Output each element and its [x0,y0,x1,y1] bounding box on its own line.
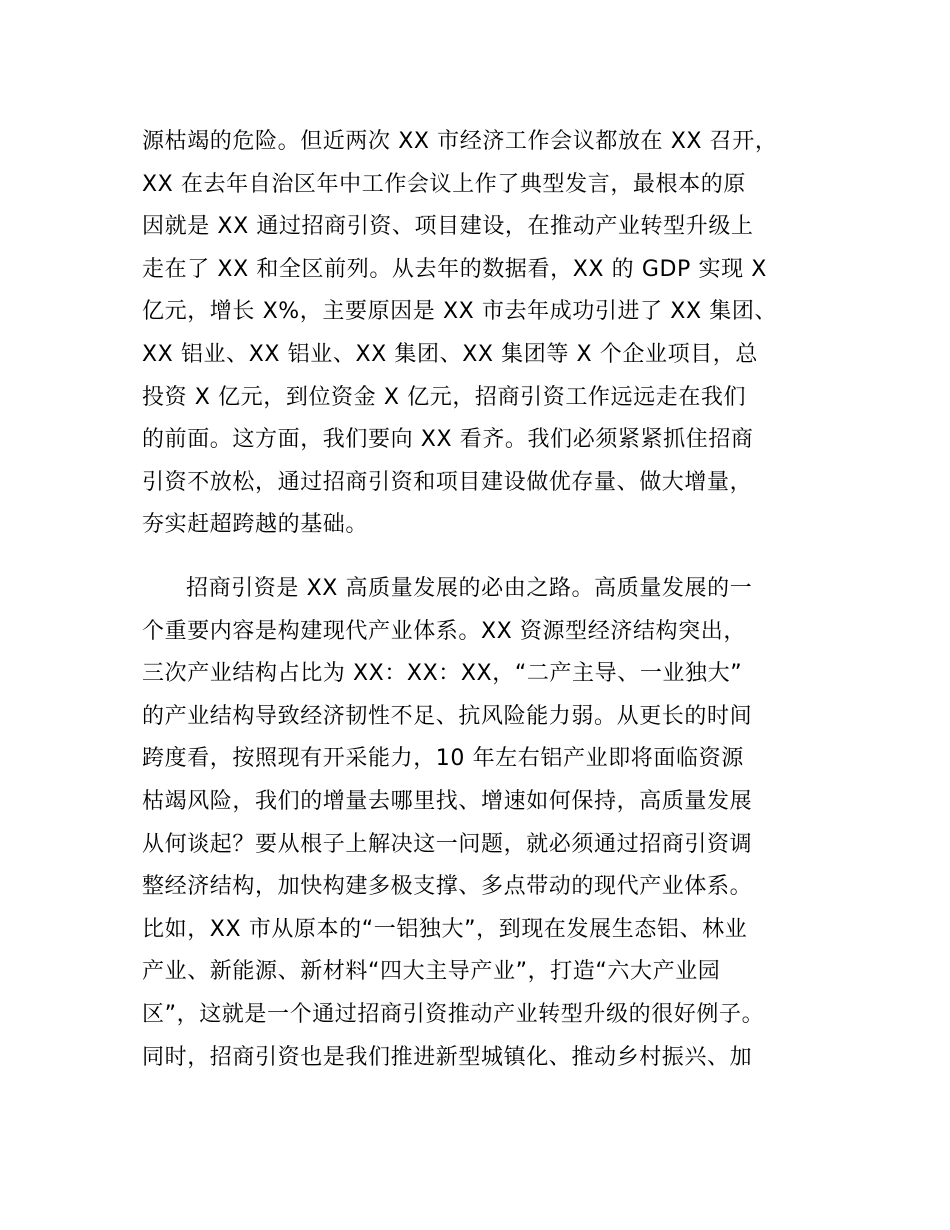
text-line: 跨度看，按照现有开采能力，10 年左右铝产业即将面临资源 [142,746,744,772]
text-line: 投资 X 亿元，到位资金 X 亿元，招商引资工作远远走在我们 [142,384,747,410]
text-line: 整经济结构，加快构建多极支撑、多点带动的现代产业体系。 [142,874,753,900]
text-line: 同时，招商引资也是我们推进新型城镇化、推动乡村振兴、加 [142,1044,753,1070]
text-line: XX 在去年自治区年中工作会议上作了典型发言，最根本的原 [142,171,746,197]
text-line: 引资不放松，通过招商引资和项目建设做优存量、做大增量， [142,469,753,495]
text-line: 产业、新能源、新材料“四大主导产业”，打造“六大产业园 [142,959,721,985]
text-line: 夯实赶超跨越的基础。 [142,512,369,538]
text-line: 枯竭风险，我们的增量去哪里找、增速如何保持，高质量发展 [142,788,753,814]
text-line: 走在了 XX 和全区前列。从去年的数据看，XX 的 GDP 实现 X [142,256,767,282]
text-line: 比如，XX 市从原本的“一铝独大”，到现在发展生态铝、林业 [142,916,748,942]
text-line: 源枯竭的危险。但近两次 XX 市经济工作会议都放在 XX 召开， [142,129,778,154]
text-line: 因就是 XX 通过招商引资、项目建设，在推动产业转型升级上 [142,214,754,240]
text-line: 招商引资是 XX 高质量发展的必由之路。高质量发展的一 [186,576,753,601]
paragraph-1 [142,121,842,547]
text-line: 个重要内容是构建现代产业体系。XX 资源型经济结构突出， [142,618,746,644]
text-line: 区”，这就是一个通过招商引资推动产业转型升级的很好例子。 [142,1001,765,1027]
text-line: 亿元，增长 X%，主要原因是 XX 市去年成功引进了 XX 集团、 [142,299,778,325]
text-line: 的产业结构导致经济韧性不足、抗风险能力弱。从更长的时间 [142,703,753,729]
text-line: XX 铝业、XX 铝业、XX 集团、XX 集团等 X 个企业项目，总 [142,341,759,367]
text-line: 从何谈起？要从根子上解决这一问题，就必须通过招商引资调 [142,831,753,857]
text-line: 的前面。这方面，我们要向 XX 看齐。我们必须紧紧抓住招商 [142,427,754,453]
text-line: 三次产业结构占比为 XX：XX：XX，“二产主导、一业独大” [142,661,743,687]
paragraph-2 [142,568,842,1079]
